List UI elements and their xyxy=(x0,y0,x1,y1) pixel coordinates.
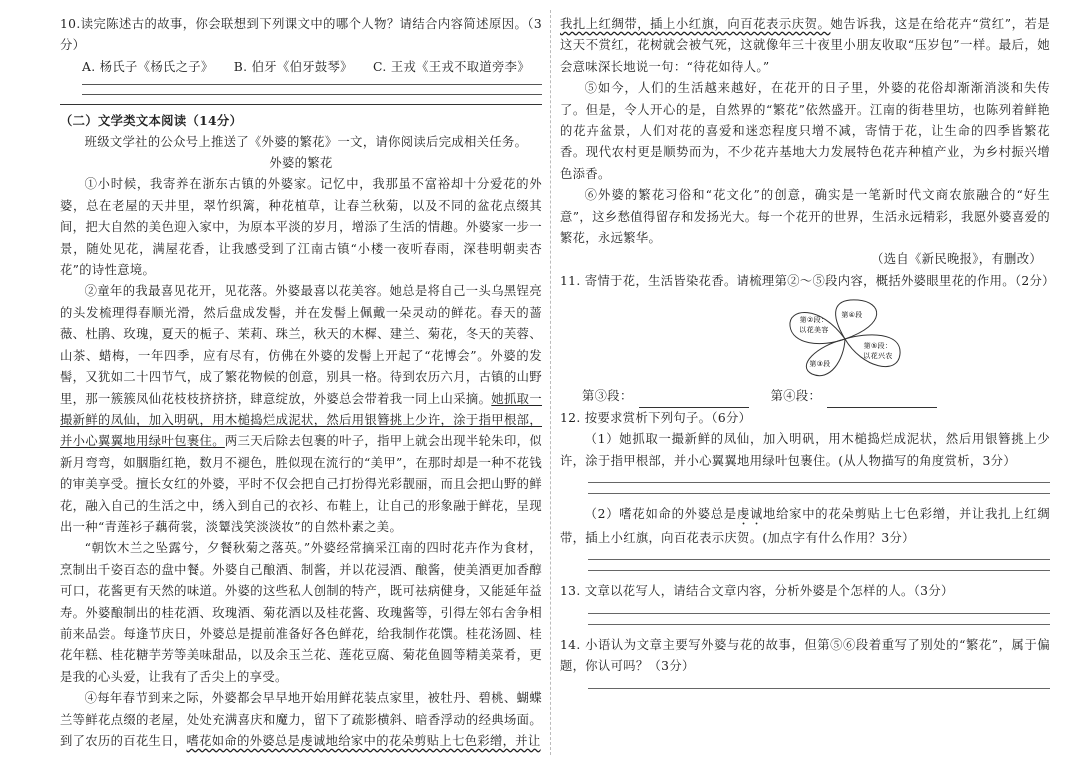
paragraph-4-part-a: ④每年春节到来之际，外婆都会早早地开始用鲜花装点家里，被牡丹、碧桃、蝴蝶兰等鲜花点缀的老屋，处处充满喜庆和魔力，留下了疏影横斜、暗香浮动的经典场面。到了农历的百花生日， xyxy=(60,691,542,748)
paragraph-4-continued xyxy=(560,14,1050,78)
diagram-label-bottom: 第③段 xyxy=(809,360,831,369)
underlined-sentence: 她抓取一撮新鲜的凤仙，加入明矾，用木槌捣烂成泥状，然后用银簪挑上少许，涂于指甲根部，并小心翼翼地用绿叶包裹住。 xyxy=(60,391,542,449)
section-title: （二）文学类文本阅读（14分） xyxy=(60,104,542,131)
clover-diagram-svg xyxy=(770,294,920,384)
question-11: 11. 寄情于花，生活皆染花香。请梳理第②～⑤段内容，概括外婆眼里花的作用。（2分） xyxy=(560,273,1055,288)
diagram-label-left-a: 第②段： xyxy=(799,316,829,325)
wavy-underlined-sentence: 嗜花如命的外婆总是虔诚地给家中的花朵剪贴上七色彩缯，并让 xyxy=(186,734,541,748)
blank-paragraph-4[interactable] xyxy=(827,393,937,408)
answer-line xyxy=(588,559,1050,560)
petal-right xyxy=(845,335,900,367)
diagram-label-left-b: 以花美容 xyxy=(799,326,829,335)
paragraph-5: ⑤如今，人们的生活越来越好，在花开的日子里，外婆的花俗却渐渐消淡和失传了。但是，令人开心的是，自然界的“繁花”依然盛开。江南的街巷里坊，也陈列着鲜艳的花卉盆景，人们对花的喜爱和迷恋程度只增不减，寄情于花，让生命的四季皆繁花香。现代农村更是顺势而为，不少花卉基地大力发展特色花卉种植产业，为乡村振兴增色添香。 xyxy=(560,81,1050,181)
question-12: 12. 按要求赏析下列句子。（6分） xyxy=(560,410,752,425)
question-11-blanks xyxy=(560,386,1050,407)
paragraph-2 xyxy=(60,281,542,538)
essay-title: 外婆的繁花 xyxy=(269,156,333,171)
answer-line xyxy=(588,493,1050,494)
answer-line xyxy=(82,94,542,95)
right-column xyxy=(560,14,1055,699)
petal-bottom xyxy=(806,339,845,376)
option-c: C. 王戎《王戎不取道旁李》 xyxy=(373,59,530,74)
blank-label-4: 第④段： xyxy=(770,389,822,404)
column-divider xyxy=(550,10,551,755)
diagram-label-right-a: 第⑤段： xyxy=(863,342,893,351)
question-12-2-part-a: （2）嗜花如命的外婆总是 xyxy=(584,506,737,521)
answer-line xyxy=(588,624,1050,625)
question-14: 14. 小语认为文章主要写外婆与花的故事，但第⑤⑥段着重写了别处的“繁花”，属于偏题，你认可吗？（3分） xyxy=(560,637,1050,674)
question-12-1: （1）她抓取一撮新鲜的凤仙，加入明矾，用木槌捣烂成泥状，然后用银簪挑上少许，涂于指甲根部，并小心翼翼地用绿叶包裹住。(从人物描写的角度赏析，3分） xyxy=(560,432,1050,468)
paragraph-2-part-b: 两三天后除去包裹的叶子，指甲上就会出现半轮朱印，似新月弯弯，如胭脂红艳，数月不褪色，胜似现在流行的“美甲”，在那时却是一种不花钱的审美享受。擅长女红的外婆，平时不仅会把自己打扮得光彩靓丽，而且会把山野的鲜花，融入自己的生活之中，绣入到自己的衣衫、布鞋上，让自己的形象融于鲜花，呈现出一种“青莲衫子藕荷裳，淡颦浅笑淡淡妆”的自然朴素之美。 xyxy=(60,434,542,534)
answer-line xyxy=(588,570,1050,571)
dotted-words: 虔诚 xyxy=(736,506,764,521)
question-12-2 xyxy=(560,504,1050,549)
question-10: 10.读完陈述古的故事，你会联想到下列课文中的哪个人物？请结合内容简述原因。（3分） xyxy=(60,17,542,53)
question-13: 13. 文章以花写人，请结合文章内容，分析外婆是个怎样的人。（3分） xyxy=(560,584,954,599)
paragraph-6: ⑥外婆的繁花习俗和“花文化”的创意，确实是一笔新时代文商农旅融合的“好生意”，这乡愁值得留存和发扬光大。每一个花开的世界，生活永远精彩，我愿外婆喜爱的繁花，永远繁华。 xyxy=(560,188,1050,246)
petal-top xyxy=(836,300,877,339)
blank-paragraph-3[interactable] xyxy=(639,393,749,408)
intro-text: 班级文学社的公众号上推送了《外婆的繁花》一文，请你阅读后完成相关任务。 xyxy=(84,134,528,149)
diagram-label-top: 第④段 xyxy=(841,311,863,320)
diagram-label-right-b: 以花兴农 xyxy=(863,352,893,361)
left-column xyxy=(60,14,542,752)
paragraph-2-part-a: ②童年的我最喜见花开，见花落。外婆最喜以花美容。她总是将自己一头乌黑锃亮的头发梳理得春顺光滑，然后盘成发髻，并在发髻上佩戴一朵灵动的鲜花。春天的蔷薇、杜鹃、玫瑰，夏天的栀子、茉莉、珠兰，秋天的木樨、建兰、菊花，冬天的芙蓉、山茶、蜡梅，一年四季，应有尽有，仿佛在外婆的发髻上开起了“花博会”。外婆的发髻，又犹如二十四节气，成了繁花物候的创意，别具一格。待到农历六月，古镇的山野里，那一簇簇凤仙花枝枝挤挤挤，肆意绽放，外婆总会带着我一同上山采摘。 xyxy=(60,284,542,406)
answer-line xyxy=(588,482,1050,483)
clover-diagram xyxy=(560,294,1050,384)
answer-line xyxy=(82,84,542,85)
source-note: （选自《新民晚报》，有删改） xyxy=(871,252,1042,267)
question-12-2-part-b: 地给家中的花朵剪贴上七色彩缯，并让我扎上红绸带，插上小红旗，向百花表示庆贺。(加点字有什么作用？3分） xyxy=(560,506,1051,545)
option-a: A. 杨氏子《杨氏之子》 xyxy=(82,59,214,74)
wavy-underlined-continued: 我扎上红绸带，插上小红旗，向百花表示庆贺。 xyxy=(560,17,831,31)
paragraph-1: ①小时候，我寄养在浙东古镇的外婆家。记忆中，我那虽不富裕却十分爱花的外婆，总在老屋的天井里，翠竹织篱，种花植草，让春兰秋菊，以及不同的盆花点缀其间，把大自然的美色迎入家中，为原本平淡的岁月，增添了生活的情趣。外婆家一步一景，随处见花，满屋花香，让我感受到了江南古镇“小楼一夜听春雨，深巷明朝卖杏花”的诗性意境。 xyxy=(60,177,542,278)
question-10-options xyxy=(60,57,542,78)
paragraph-3: “朝饮木兰之坠露兮，夕餐秋菊之落英。”外婆经常摘采江南的四时花卉作为食材，烹制出千姿百态的盘中餐。外婆自己酿酒、制酱，并以花浸酒、酿酱，使美酒更加香醇可口，花酱更有天然的味道。外婆的这些私人创制的特产，既可祛病健身，又能延年益寿。外婆酿制出的桂花酒、玫瑰酒、菊花酒以及桂花酱、玫瑰酱等，引得左邻右舍争相前来品尝。每逢节庆日，外婆总是提前准备好各色鲜花，给我制作花馔。桂花汤圆、桂花年糕、桂花糖芋芳等美味甜品，以及余玉兰花、莲花豆腐、菊花鱼圆等精美菜肴，更是我的心头爱，让我有了舌尖上的享受。 xyxy=(60,541,542,684)
blank-label-3: 第③段： xyxy=(582,389,633,404)
answer-line xyxy=(588,613,1050,614)
paragraph-4-rest: 她告诉我，这是在给花卉“赏红”，若是这天不赏红，花树就会被气死，这就像年三十夜里小朋友收取“压岁包”一样。最后，她会意味深长地说一句：“待花如待人。” xyxy=(560,17,1051,74)
paragraph-4 xyxy=(60,688,542,752)
option-b: B. 伯牙《伯牙鼓琴》 xyxy=(233,59,353,74)
answer-line xyxy=(588,688,1050,689)
